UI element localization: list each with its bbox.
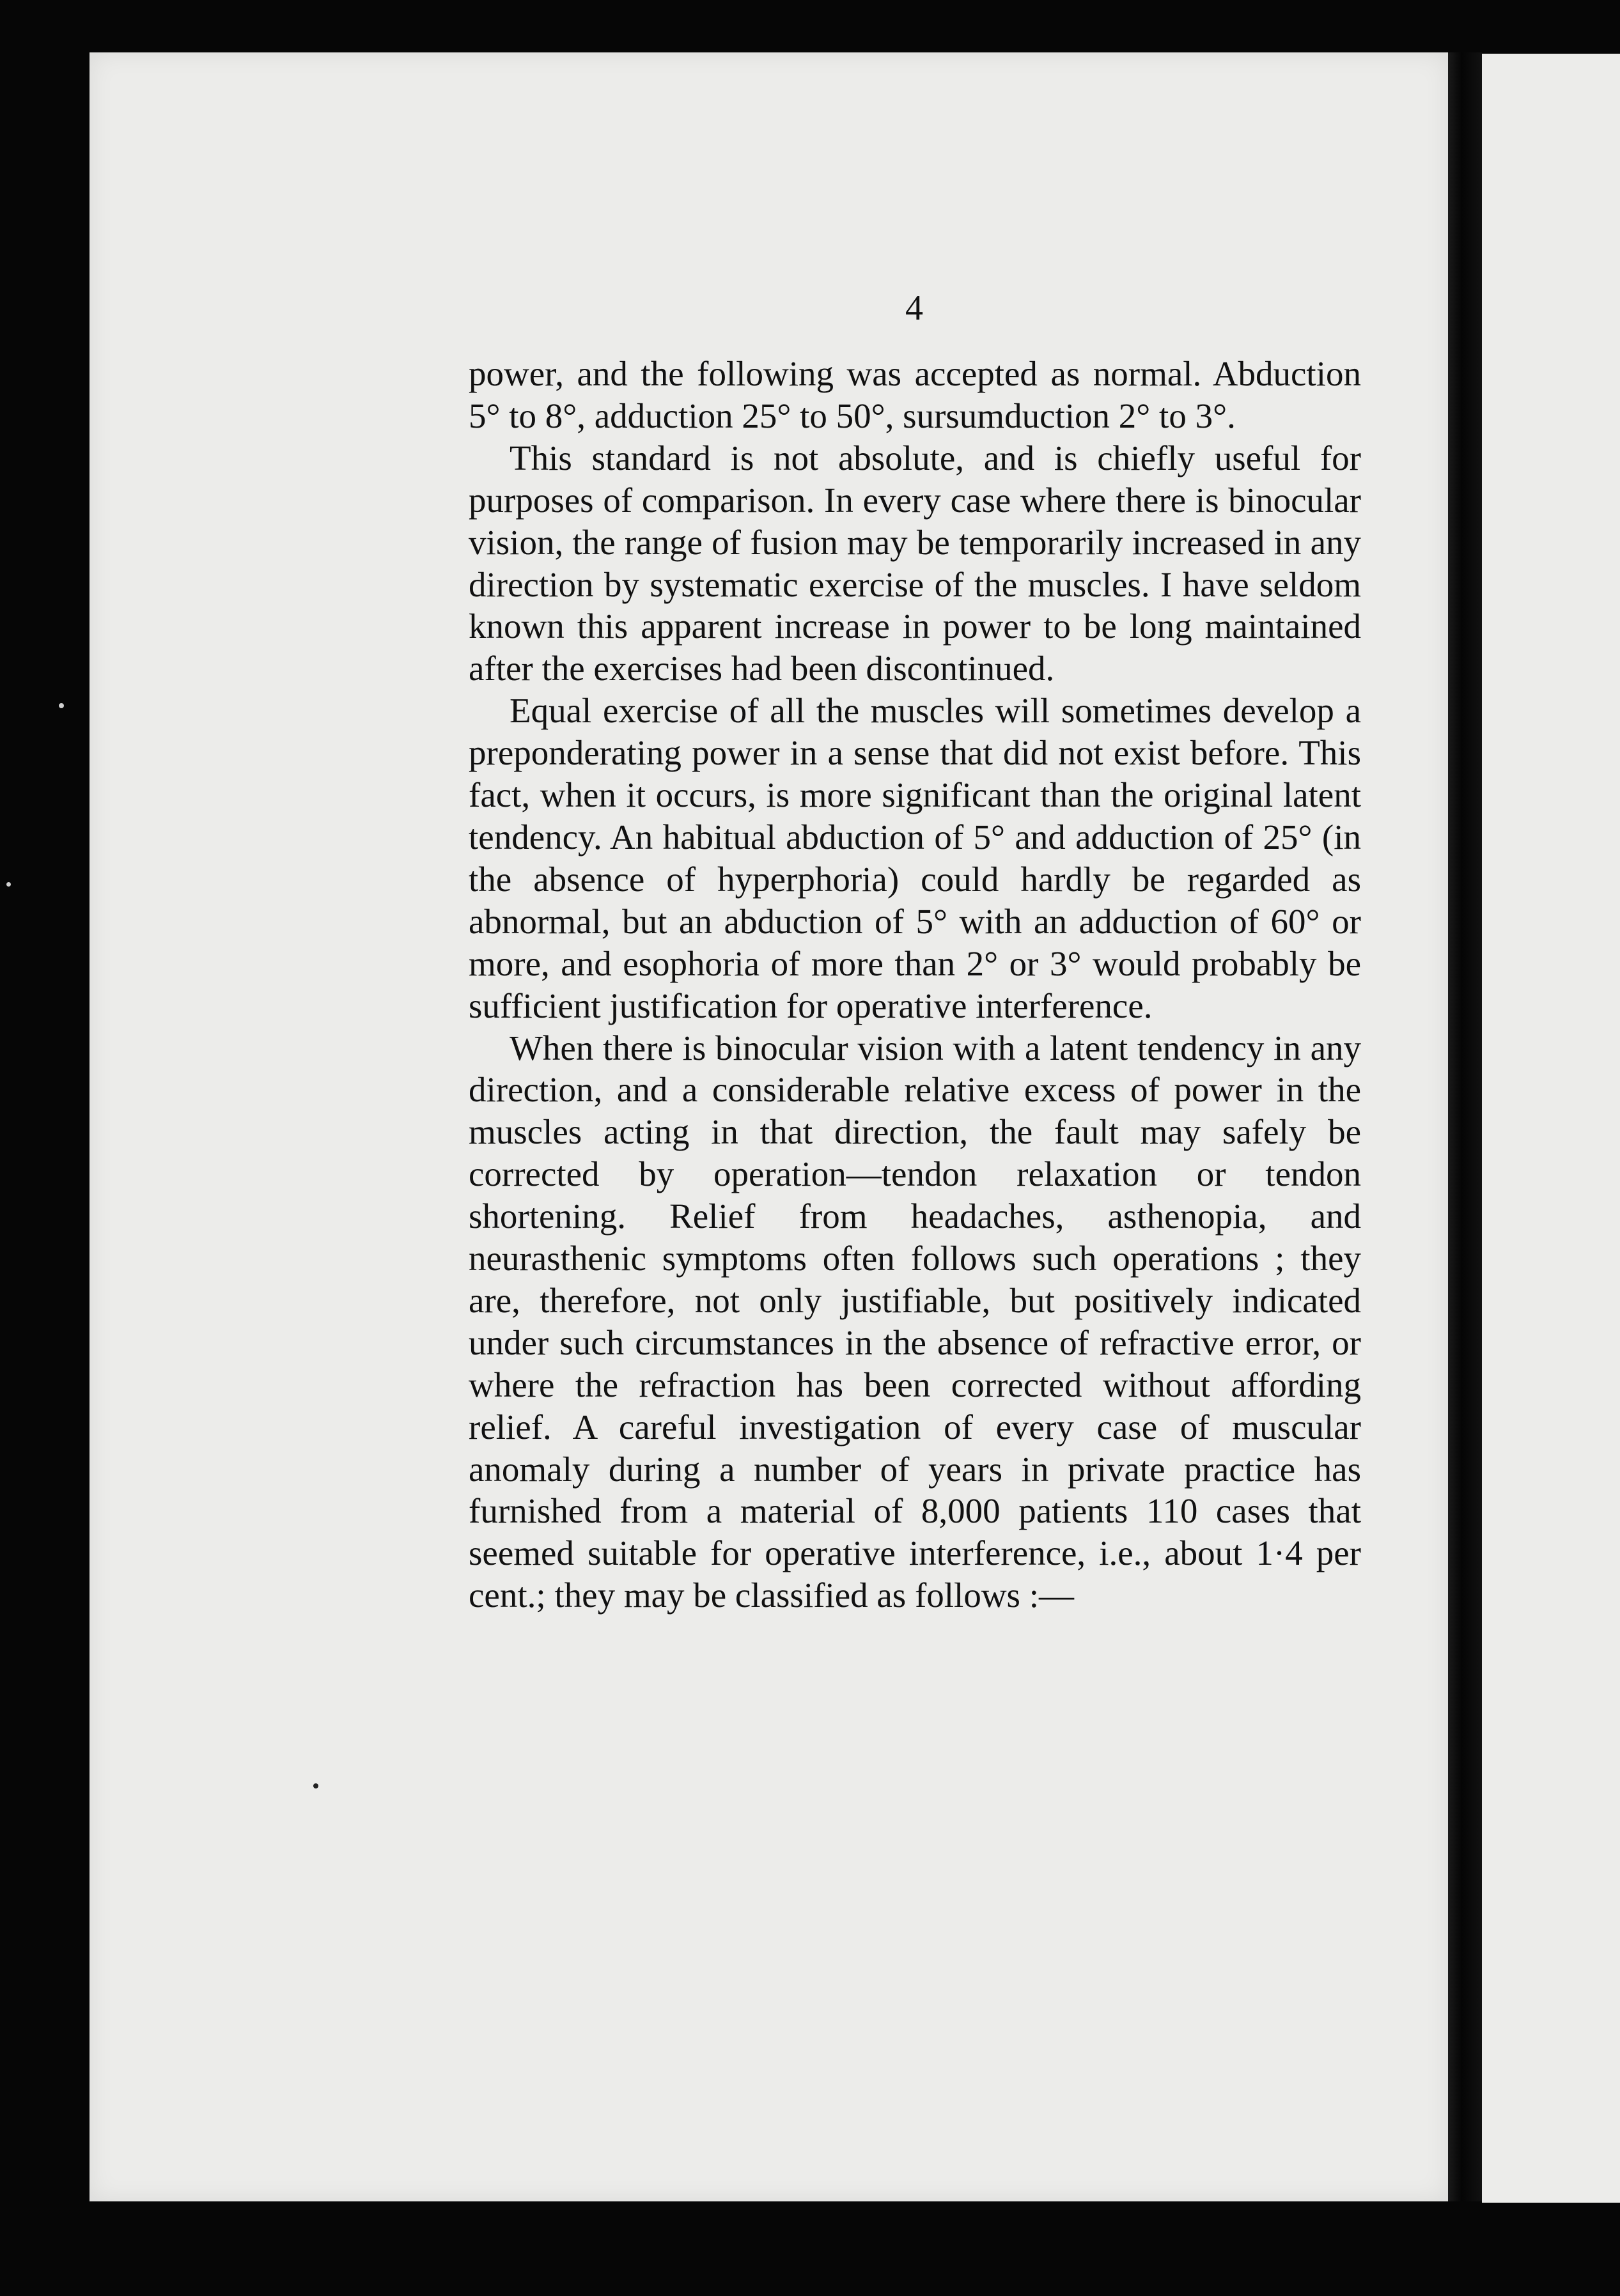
body-text (469, 353, 1361, 1617)
paragraph-1: power, and the following was accepted as normal. Abduction 5° to 8°, adduction 25° to 50°, sursumduction 2° to 3°. (469, 354, 1361, 435)
right-page-edge (1482, 54, 1620, 2203)
scan-speck (59, 703, 64, 708)
scan-speck (313, 1783, 318, 1788)
paragraph-4: When there is binocular vision with a latent tendency in any direction, and a considerable relative excess of power in the muscles acting in that direction, the fault may safely be corrected by operation—tendon relaxation or tendon shortening. Relief from headaches, asthenopia, and neurasthenic symptoms often follows such operations ; they are, therefore, not only justifiable, but positively indicated under such circumstances in the absence of refractive error, or where the refraction has been corrected without affording relief. A careful investigation of every case of muscular anomaly during a number of years in private practice has furnished from a material of 8,000 patients 110 cases that seemed suitable for operative interference, i.e., about 1·4 per cent.; they may be classified as follows :— (469, 1028, 1361, 1615)
page-number: 4 (905, 288, 923, 328)
paragraph-3: Equal exercise of all the muscles will sometimes develop a preponderating power in a sense that did not exist before. This fact, when it occurs, is more significant than the original latent tendency. An habitual abduction of 5° and adduction of 25° (in the absence of hyperphoria) could hardly be regarded as abnormal, but an abduction of 5° with an adduction of 60° or more, and esophoria of more than 2° or 3° would probably be sufficient justification for operative interference. (469, 691, 1361, 1025)
book-spine-gutter (1448, 52, 1482, 2201)
left-page (90, 52, 1448, 2201)
scan-speck (6, 882, 11, 887)
paragraph-2: This standard is not absolute, and is chiefly useful for purposes of comparison. In every case where there is binocular vision, the range of fusion may be temporarily increased in any direction by systematic exercise of the muscles. I have seldom known this apparent increase in power to be long maintained after the exercises had been discontinued. (469, 438, 1361, 688)
